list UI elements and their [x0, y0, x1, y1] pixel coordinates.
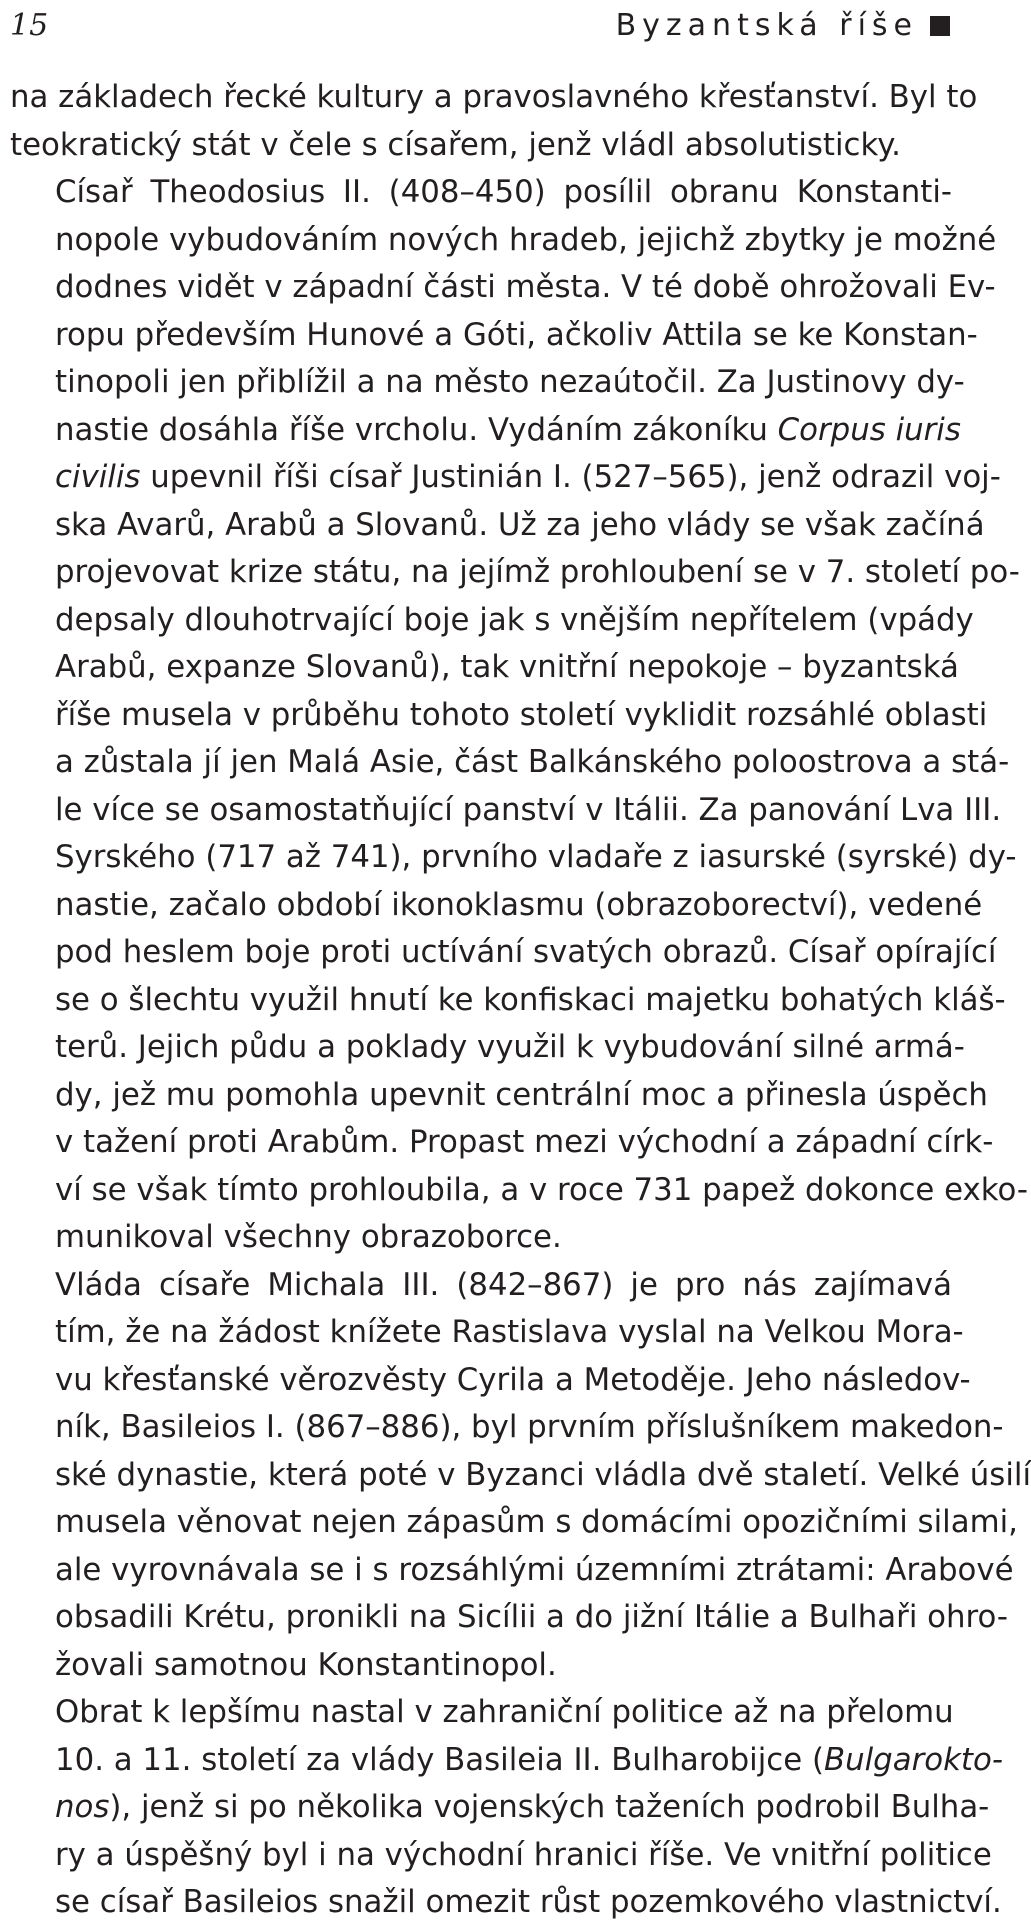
text-line: le více se osamostatňující panství v Itálii. Za panování Lva III.: [55, 791, 1002, 828]
paragraph-1: [10, 74, 978, 169]
text-line: v tažení proti Arabům. Propast mezi východní a západní círk-: [55, 1124, 994, 1160]
text-line: vu křesťanské věrozvěsty Cyrila a Metoděje. Jeho následov-: [55, 1361, 971, 1398]
text-line: se o šlechtu využil hnutí ke konfiskaci majetku bohatých kláš-: [55, 981, 1006, 1018]
text-line: nastie, začalo období ikonoklasmu (obrazoborectví), vedené: [55, 886, 983, 923]
page-number: 15: [10, 8, 49, 43]
text-line: Císař Theodosius II. (408–450) posílil obranu Konstanti-: [55, 174, 952, 210]
paragraph-3: [10, 1262, 1031, 1690]
text-line: nos), jenž si po několika vojenských taženích podrobil Bulha-: [55, 1789, 990, 1825]
text-line: a zůstala jí jen Malá Asie, část Balkánského poloostrova a stá-: [55, 744, 1010, 780]
text-line: teokratický stát v čele s císařem, jenž vládl absolutisticky.: [10, 126, 901, 163]
text-line: ské dynastie, která poté v Byzanci vládla dvě staletí. Velké úsilí: [55, 1456, 1031, 1493]
running-title-text: Byzantská říše: [615, 8, 918, 43]
text-line: nastie dosáhla říše vrcholu. Vydáním zákoníku Corpus iuris: [55, 411, 961, 448]
text-line: nopole vybudováním nových hradeb, jejichž zbytky je možné: [55, 221, 997, 258]
text-line: pod heslem boje proti uctívání svatých obrazů. Císař opírající: [55, 934, 997, 970]
body-text: [10, 74, 1031, 1927]
text-line: žovali samotnou Konstantinopol.: [55, 1646, 557, 1683]
text-line: Syrského (717 až 741), prvního vladaře z iasurské (syrské) dy-: [55, 839, 1017, 875]
text-line: ví se však tímto prohloubila, a v roce 731 papež dokonce exko-: [55, 1171, 1029, 1208]
text-line: 10. a 11. století za vlády Basileia II. Bulharobijce (Bulgarokto-: [55, 1741, 1003, 1778]
paragraph-2: [10, 169, 1029, 1262]
text-line: tím, že na žádost knížete Rastislava vyslal na Velkou Mora-: [55, 1314, 964, 1350]
text-line: munikoval všechny obrazoborce.: [55, 1219, 562, 1255]
black-square-icon: [930, 16, 950, 36]
text-line: Arabů, expanze Slovanů), tak vnitřní nepokoje – byzantská: [55, 649, 959, 685]
text-line: dodnes vidět v západní části města. V té době ohrožovali Ev-: [55, 269, 996, 305]
text-line: na základech řecké kultury a pravoslavného křesťanství. Byl to: [10, 79, 978, 115]
text-line: dy, jež mu pomohla upevnit centrální moc a přinesla úspěch: [55, 1076, 988, 1113]
text-line: ry a úspěšný byl i na východní hranici říše. Ve vnitřní politice: [55, 1836, 992, 1873]
text-line: ska Avarů, Arabů a Slovanů. Už za jeho vlády se však začíná: [55, 506, 985, 543]
paragraph-4: [10, 1689, 1003, 1927]
text-line: obsadili Krétu, pronikli na Sicílii a do jižní Itálie a Bulhaři ohro-: [55, 1599, 1009, 1635]
text-line: ník, Basileios I. (867–886), byl prvním příslušníkem makedon-: [55, 1409, 1004, 1445]
text-line: civilis upevnil říši císař Justinián I. (527–565), jenž odrazil voj-: [55, 459, 1001, 495]
text-line: terů. Jejich půdu a poklady využil k vybudování silné armá-: [55, 1029, 965, 1065]
text-line: říše musela v průběhu tohoto století vyklidit rozsáhlé oblasti: [55, 696, 988, 733]
text-line: depsaly dlouhotrvající boje jak s vnějším nepřítelem (vpády: [55, 601, 974, 638]
text-line: projevovat krize státu, na jejímž prohloubení se v 7. století po-: [55, 554, 1020, 590]
page-header: [10, 6, 950, 46]
text-line: Vláda císaře Michala III. (842–867) je pro nás zajímavá: [55, 1266, 952, 1303]
text-line: ale vyrovnávala se i s rozsáhlými územními ztrátami: Arabové: [55, 1551, 1014, 1588]
text-line: tinopoli jen přiblížil a na město nezaútočil. Za Justinovy dy-: [55, 364, 965, 400]
text-line: Obrat k lepšímu nastal v zahraniční politice až na přelomu: [55, 1694, 954, 1730]
running-title: [616, 6, 950, 46]
text-line: ropu především Hunové a Góti, ačkoliv Attila se ke Konstan-: [55, 316, 978, 353]
text-line: se císař Basileios snažil omezit růst pozemkového vlastnictví.: [55, 1884, 1002, 1920]
text-line: musela věnovat nejen zápasům s domácími opozičními silami,: [55, 1504, 1018, 1540]
